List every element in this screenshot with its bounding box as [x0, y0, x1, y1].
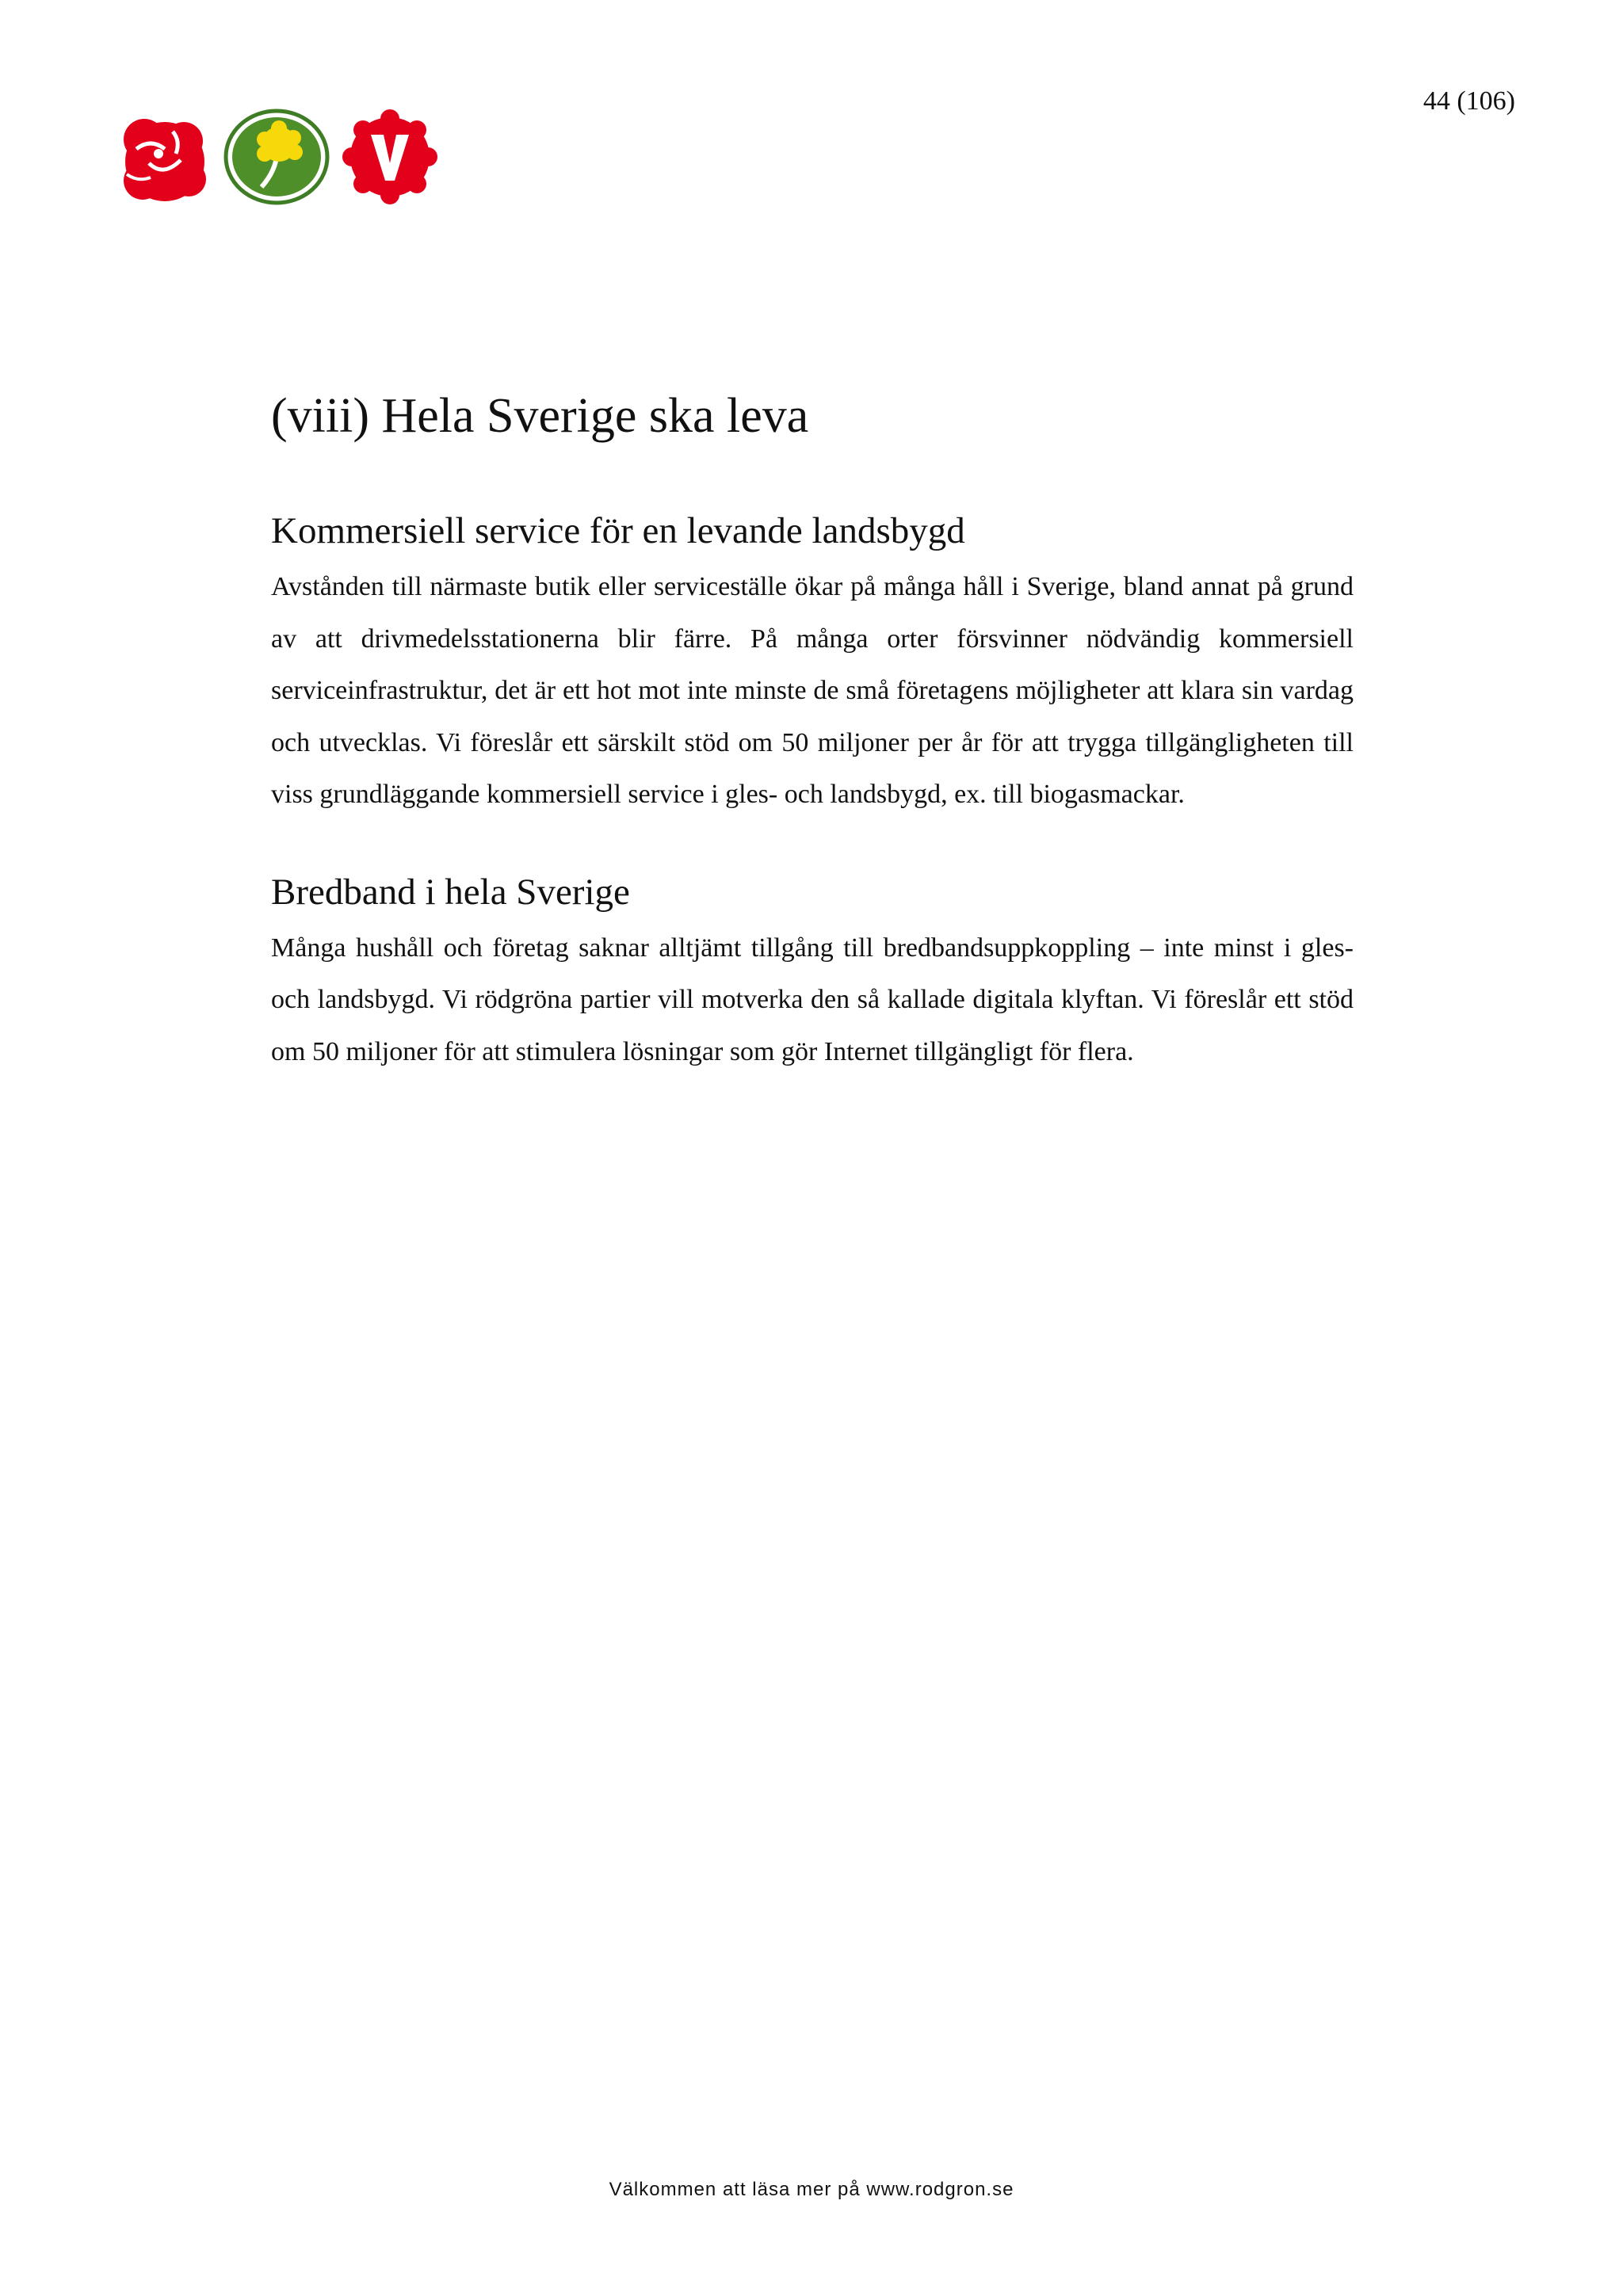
page-title: (viii) Hela Sverige ska leva — [271, 389, 809, 443]
section-body-commercial-service: Avstånden till närmaste butik eller serviceställe ökar på många håll i Sverige, bland annat på grund av att drivmedelsstationerna blir färre. På många orter försvinner nödvändig kommersiell serviceinfrastruktur, det är ett hot mot inte minste de små företagens möjligheter att klara sin vardag och utvecklas. Vi föreslår ett särskilt stöd om 50 miljoner per år för att trygga tillgängligheten till viss grundläggande kommersiell service i gles- och landsbygd, ex. till biogasmackar. — [271, 572, 1354, 809]
green-party-dandelion-logo — [222, 108, 331, 206]
footer-link-text: Välkommen att läsa mer på www.rodgron.se — [609, 2179, 1014, 2200]
section-body-broadband: Många hushåll och företag saknar alltjämt tillgång till bredbandsuppkoppling – inte minst i gles- och landsbygd. Vi rödgröna partier vill motverka den så kallade digitala klyftan. Vi föreslår ett stöd om 50 miljoner för att stimulera lösningar som gör Internet tillgängligt för flera. — [271, 933, 1354, 1066]
left-party-v-logo — [341, 108, 439, 206]
social-democrats-rose-logo — [111, 108, 216, 211]
section-heading-broadband: Bredband i hela Sverige — [271, 871, 630, 913]
party-logos — [111, 108, 460, 215]
main-content — [271, 380, 1354, 1077]
section-heading-commercial-service: Kommersiell service för en levande landsbygd — [271, 510, 965, 551]
page-number: 44 (106) — [1423, 86, 1515, 116]
